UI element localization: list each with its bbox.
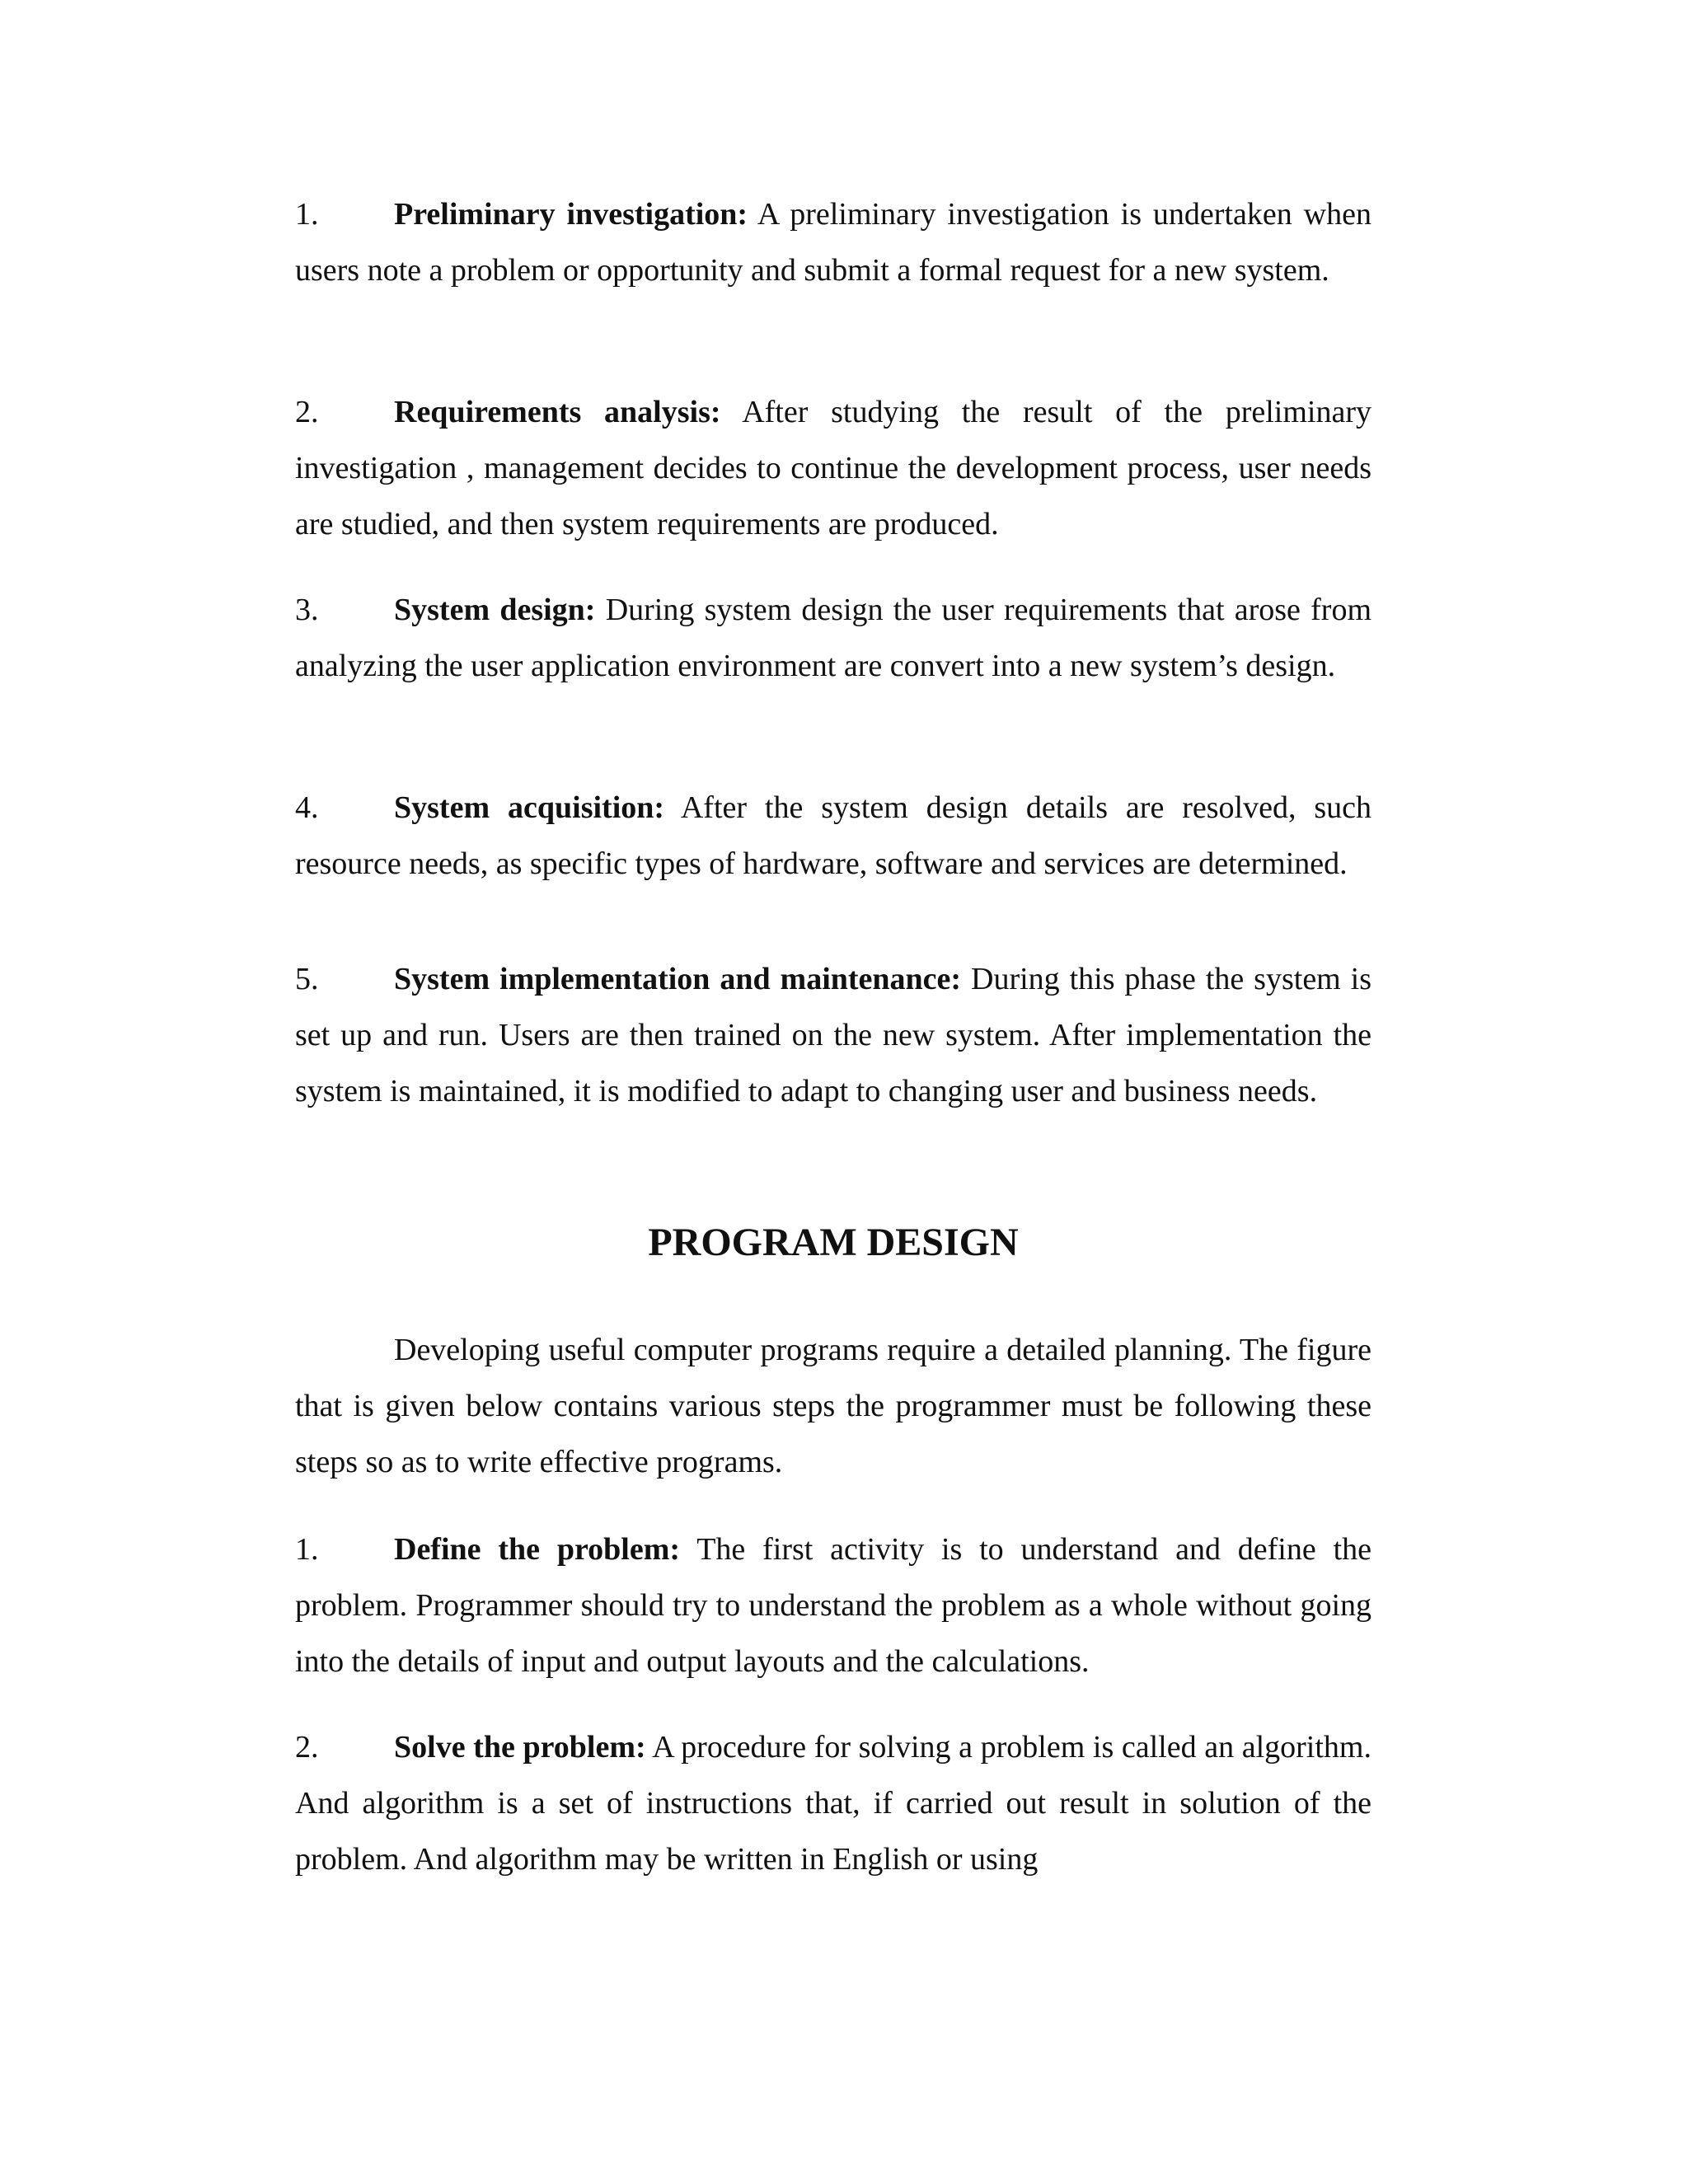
step-text: After the system design details are resolved, such resource needs, as specific types of hardware, software and services are determined. xyxy=(295,790,1372,881)
step-number: 3. xyxy=(295,593,319,627)
step-number: 1. xyxy=(295,197,319,232)
step-text: A preliminary investigation is undertaken when users note a problem or opportunity and submit a formal request for a new system. xyxy=(295,197,1372,288)
sdlc-step-3 xyxy=(295,582,1372,694)
step-text: A procedure for solving a problem is called an algorithm. And algorithm is a set of instructions that, if carried out result in solution of the problem. And algorithm may be written in English or using xyxy=(295,1730,1372,1877)
step-title: System implementation and maintenance: xyxy=(394,962,962,996)
sdlc-step-5 xyxy=(295,951,1372,1119)
step-text: After studying the result of the preliminary investigation , management decides to continue the development process, user needs are studied, and then system requirements are produced. xyxy=(295,395,1372,541)
sdlc-step-4 xyxy=(295,780,1372,892)
step-number: 2. xyxy=(295,395,319,429)
program-step-1 xyxy=(295,1521,1372,1690)
step-title: Define the problem: xyxy=(394,1532,681,1567)
step-title: System acquisition: xyxy=(394,790,665,825)
step-title: Requirements analysis: xyxy=(394,395,721,429)
sdlc-step-2 xyxy=(295,384,1372,552)
step-text: During system design the user requirements that arose from analyzing the user application environment are convert into a new system’s design. xyxy=(295,593,1372,683)
step-number: 1. xyxy=(295,1532,319,1567)
step-text: During this phase the system is set up and run. Users are then trained on the new system. After implementation the system is maintained, it is modified to adapt to changing user and business needs. xyxy=(295,962,1372,1108)
step-number: 5. xyxy=(295,962,319,996)
step-title: Preliminary investigation: xyxy=(394,197,748,232)
section-heading: PROGRAM DESIGN xyxy=(648,1221,1019,1264)
sdlc-step-1 xyxy=(295,186,1372,298)
step-text: The first activity is to understand and define the problem. Programmer should try to understand the problem as a whole without going into the details of input and output layouts and the calculations. xyxy=(295,1532,1372,1679)
step-title: Solve the problem: xyxy=(394,1730,646,1765)
step-number: 4. xyxy=(295,790,319,825)
intro-paragraph: Developing useful computer programs require a detailed planning. The figure that is given below contains various steps the programmer must be following these steps so as to write effective programs. xyxy=(295,1333,1372,1479)
program-step-2 xyxy=(295,1719,1372,1887)
step-title: System design: xyxy=(394,593,596,627)
step-number: 2. xyxy=(295,1730,319,1765)
